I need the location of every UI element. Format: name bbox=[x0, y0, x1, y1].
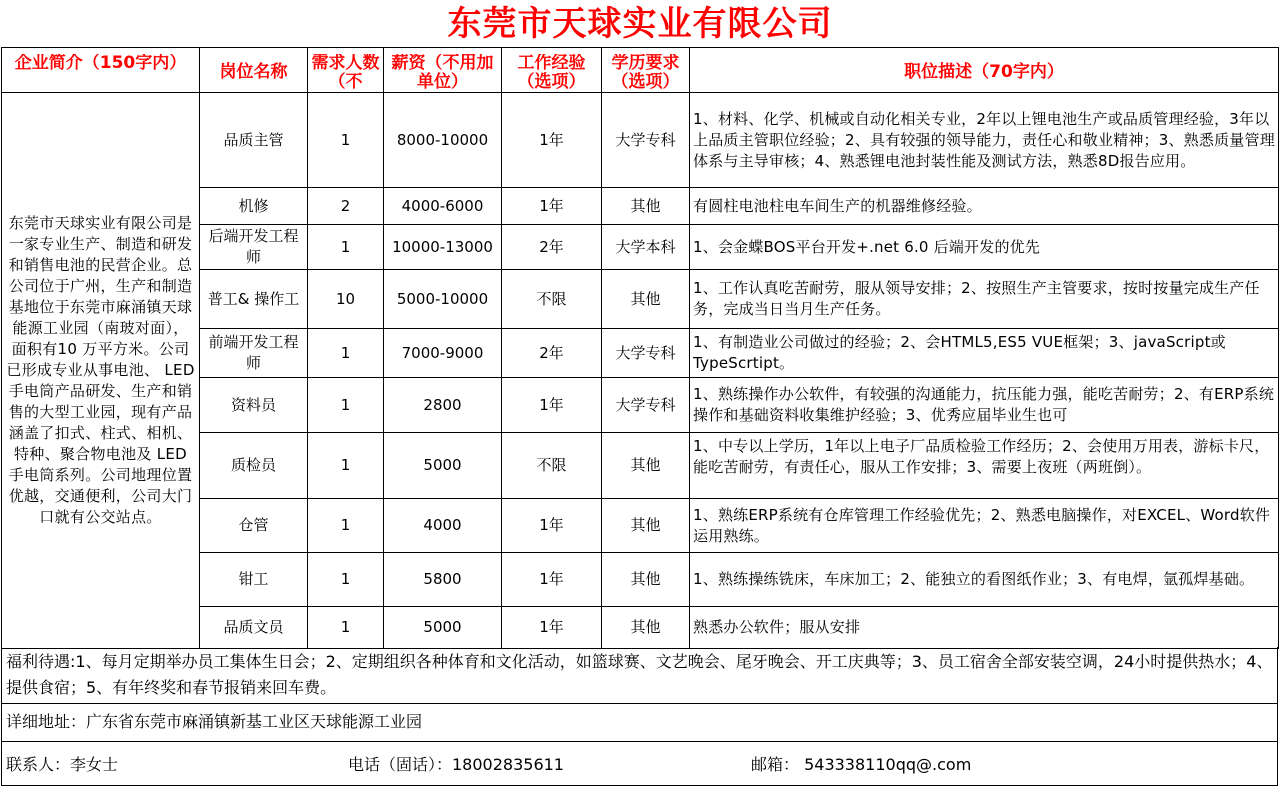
job-count: 2 bbox=[308, 188, 384, 225]
job-description: 1、会金蝶BOS平台开发+.net 6.0 后端开发的优先 bbox=[690, 225, 1279, 270]
job-salary: 10000-13000 bbox=[384, 225, 502, 270]
job-experience: 不限 bbox=[502, 270, 602, 329]
job-education: 大学专科 bbox=[602, 329, 690, 378]
contact-row bbox=[1, 742, 1278, 786]
job-education: 其他 bbox=[602, 607, 690, 649]
job-name: 资料员 bbox=[200, 378, 308, 433]
job-description: 1、熟练操作办公软件，有较强的沟通能力，抗压能力强，能吃苦耐劳；2、有ERP系统操作和基础资料收集维护经验；3、优秀应届毕业生也可 bbox=[690, 378, 1279, 433]
job-count: 1 bbox=[308, 329, 384, 378]
job-education: 其他 bbox=[602, 499, 690, 553]
job-count: 1 bbox=[308, 553, 384, 607]
job-description: 1、材料、化学、机械或自动化相关专业，2年以上锂电池生产或品质管理经验，3年以上品质主管职位经验；2、具有较强的领导能力，责任心和敬业精神；3、熟悉质量管理体系与主导审核；4、熟悉锂电池封装性能及测试方法，熟悉8D报告应用。 bbox=[690, 93, 1279, 188]
job-count: 1 bbox=[308, 225, 384, 270]
job-education: 其他 bbox=[602, 553, 690, 607]
job-description: 1、中专以上学历，1年以上电子厂品质检验工作经历；2、会使用万用表，游标卡尺，能吃苦耐劳，有责任心，服从工作安排；3、需要上夜班（两班倒）。 bbox=[690, 433, 1279, 499]
job-count: 1 bbox=[308, 378, 384, 433]
job-count: 1 bbox=[308, 93, 384, 188]
job-description: 1、熟练ERP系统有仓库管理工作经验优先；2、熟悉电脑操作，对EXCEL、Word软件运用熟练。 bbox=[690, 499, 1279, 553]
job-experience: 1年 bbox=[502, 607, 602, 649]
table-row bbox=[2, 93, 1279, 188]
job-education: 其他 bbox=[602, 433, 690, 499]
jobs-table bbox=[1, 47, 1279, 649]
job-count: 1 bbox=[308, 499, 384, 553]
job-count: 1 bbox=[308, 607, 384, 649]
job-salary: 8000-10000 bbox=[384, 93, 502, 188]
job-name: 后端开发工程师 bbox=[200, 225, 308, 270]
job-salary: 5000 bbox=[384, 433, 502, 499]
job-name: 品质文员 bbox=[200, 607, 308, 649]
header-experience: 工作经验（选项） bbox=[502, 48, 602, 93]
table-header-row bbox=[2, 48, 1279, 93]
job-experience: 1年 bbox=[502, 188, 602, 225]
welfare-text: 福利待遇:1、每月定期举办员工集体生日会；2、定期组织各种体育和文化活动，如篮球赛、文艺晚会、尾牙晚会、开工庆典等；3、员工宿舍全部安装空调，24小时提供热水；4、提供食宿；5、有年终奖和春节报销来回车费。 bbox=[1, 647, 1278, 704]
job-education: 其他 bbox=[602, 270, 690, 329]
job-name: 质检员 bbox=[200, 433, 308, 499]
job-name: 普工& 操作工 bbox=[200, 270, 308, 329]
job-experience: 1年 bbox=[502, 499, 602, 553]
job-experience: 1年 bbox=[502, 378, 602, 433]
job-experience: 1年 bbox=[502, 93, 602, 188]
job-name: 仓管 bbox=[200, 499, 308, 553]
job-name: 机修 bbox=[200, 188, 308, 225]
header-description: 职位描述（70字内） bbox=[690, 48, 1279, 93]
address-text: 详细地址：广东省东莞市麻涌镇新基工业区天球能源工业园 bbox=[1, 704, 1278, 742]
header-name: 岗位名称 bbox=[200, 48, 308, 93]
job-education: 大学专科 bbox=[602, 93, 690, 188]
job-experience: 不限 bbox=[502, 433, 602, 499]
job-education: 其他 bbox=[602, 188, 690, 225]
header-salary: 薪资（不用加单位） bbox=[384, 48, 502, 93]
company-intro: 东莞市天球实业有限公司是一家专业生产、制造和研发和销售电池的民营企业。总公司位于广州，生产和制造基地位于东莞市麻涌镇天球能源工业园（南玻对面），面积有10 万平方米。公司已形成专业从事电池、 LED 手电筒产品研发、生产和销售的大型工业园，现有产品涵盖了扣式、柱式、相机、特种、聚合物电池及 LED 手电筒系列。公司地理位置优越，交通便利，公司大门口就有公交站点。 bbox=[2, 93, 200, 649]
job-experience: 2年 bbox=[502, 225, 602, 270]
header-intro: 企业简介（150字内） bbox=[2, 48, 200, 93]
header-count: 需求人数（不 bbox=[308, 48, 384, 93]
job-salary: 2800 bbox=[384, 378, 502, 433]
contact-phone: 电话（固话）：18002835611 bbox=[348, 755, 564, 774]
job-salary: 4000 bbox=[384, 499, 502, 553]
job-name: 钳工 bbox=[200, 553, 308, 607]
job-salary: 5000-10000 bbox=[384, 270, 502, 329]
job-salary: 4000-6000 bbox=[384, 188, 502, 225]
job-name: 品质主管 bbox=[200, 93, 308, 188]
company-title: 东莞市天球实业有限公司 bbox=[447, 4, 833, 44]
job-count: 10 bbox=[308, 270, 384, 329]
job-description: 有圆柱电池柱电车间生产的机器维修经验。 bbox=[690, 188, 1279, 225]
job-salary: 5000 bbox=[384, 607, 502, 649]
contact-person: 联系人：李女士 bbox=[6, 755, 119, 774]
job-experience: 1年 bbox=[502, 553, 602, 607]
contact-email: 邮箱： 543338110qq@.com bbox=[751, 755, 972, 774]
header-education: 学历要求（选项） bbox=[602, 48, 690, 93]
job-count: 1 bbox=[308, 433, 384, 499]
job-name: 前端开发工程师 bbox=[200, 329, 308, 378]
job-education: 大学本科 bbox=[602, 225, 690, 270]
job-description: 1、工作认真吃苦耐劳，服从领导安排；2、按照生产主管要求，按时按量完成生产任务，完成当日当月生产任务。 bbox=[690, 270, 1279, 329]
job-description: 1、有制造业公司做过的经验；2、会HTML5,ES5 VUE框架；3、javaScript或TypeScrtipt。 bbox=[690, 329, 1279, 378]
job-education: 大学专科 bbox=[602, 378, 690, 433]
job-description: 1、熟练操练铣床，车床加工；2、能独立的看图纸作业；3、有电焊，氩孤焊基础。 bbox=[690, 553, 1279, 607]
job-salary: 5800 bbox=[384, 553, 502, 607]
job-salary: 7000-9000 bbox=[384, 329, 502, 378]
job-experience: 2年 bbox=[502, 329, 602, 378]
job-description: 熟悉办公软件；服从安排 bbox=[690, 607, 1279, 649]
